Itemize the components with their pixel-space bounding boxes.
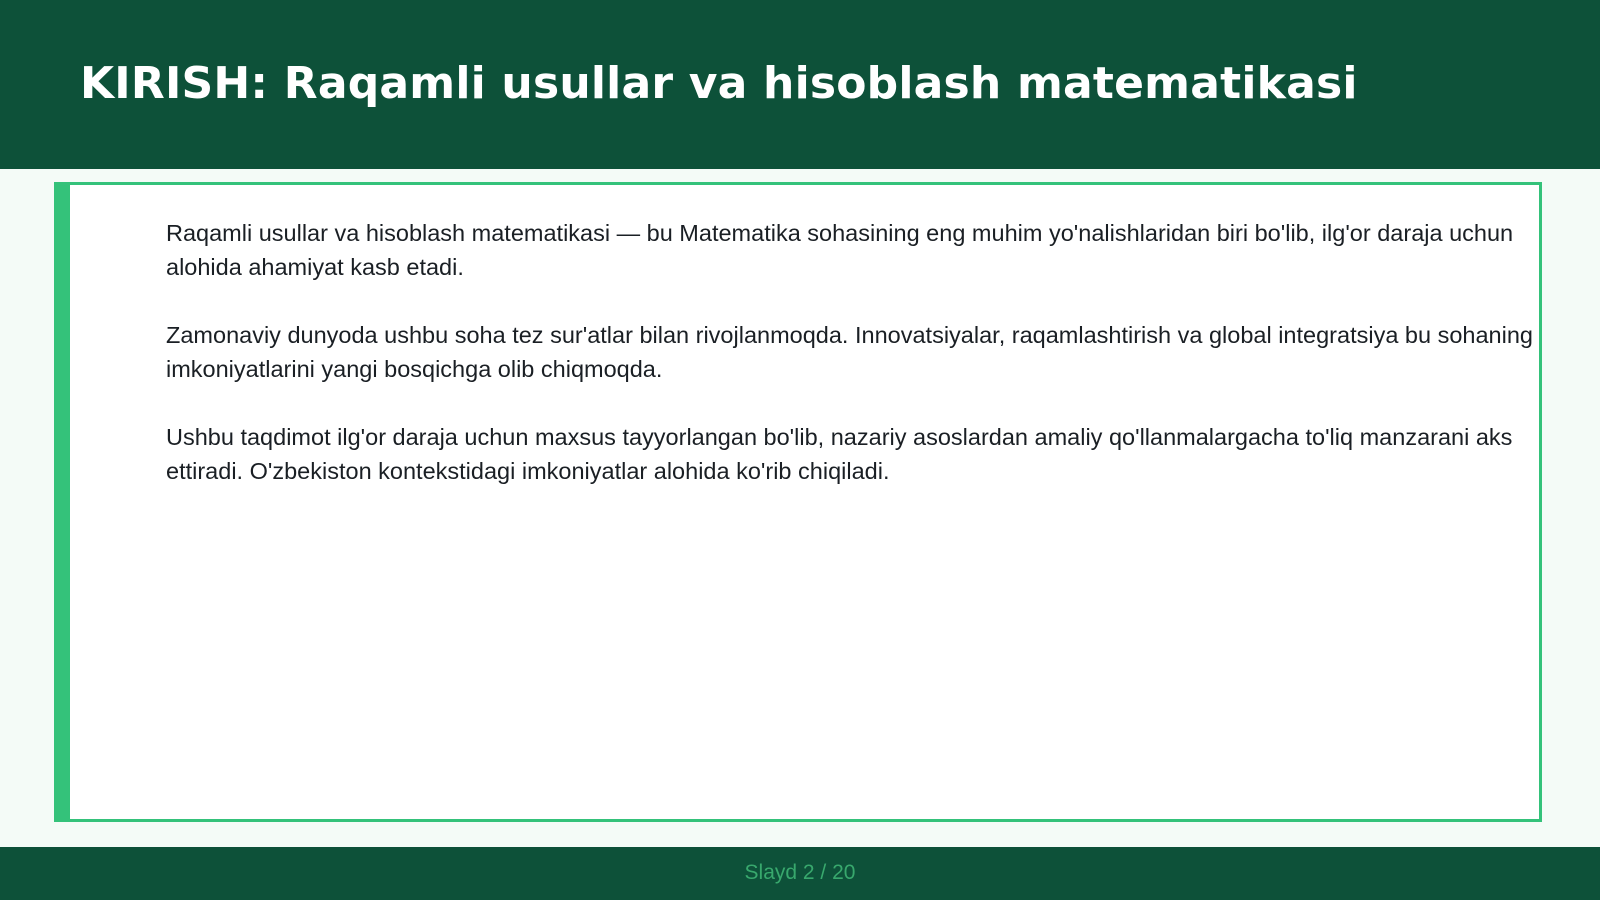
slide-title: KIRISH: Raqamli usullar va hisoblash matematikasi — [80, 58, 1358, 109]
paragraph-presentation-scope: Ushbu taqdimot ilg'or daraja uchun maxsus tayyorlangan bo'lib, nazariy asoslardan amaliy qo'llanmalargacha to'liq manzarani aks ettiradi. O'zbekiston kontekstidagi imkoniyatlar alohida ko'rib chiqiladi. — [166, 424, 1513, 484]
slide-footer — [0, 847, 1600, 900]
content-body — [166, 216, 1536, 522]
paragraph-intro: Raqamli usullar va hisoblash matematikasi — bu Matematika sohasining eng muhim yo'nalishlaridan biri bo'lib, ilg'or daraja uchun alohida ahamiyat kasb etadi. — [166, 220, 1514, 280]
slide-number: Slayd 2 / 20 — [744, 861, 856, 884]
paragraph-modern-world: Zamonaviy dunyoda ushbu soha tez sur'atlar bilan rivojlanmoqda. Innovatsiyalar, raqamlashtirish va global integratsiya bu sohaning imkoniyatlarini yangi bosqichga olib chiqmoqda. — [166, 322, 1533, 382]
slide-header — [0, 0, 1600, 169]
content-card — [54, 182, 1542, 822]
